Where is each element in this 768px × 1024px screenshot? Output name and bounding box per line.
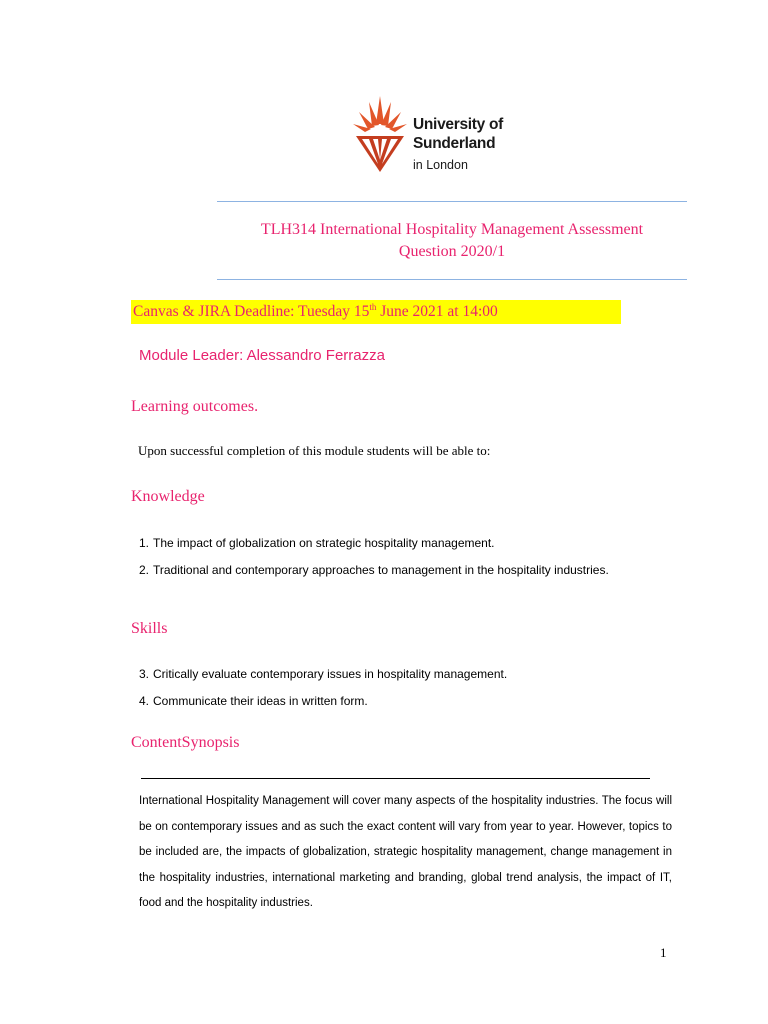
content-synopsis-heading: ContentSynopsis bbox=[131, 734, 240, 751]
list-item-number: 4. bbox=[139, 694, 150, 708]
title-line-1: TLH314 International Hospitality Management Assessment bbox=[260, 221, 644, 238]
logo-wordmark bbox=[413, 115, 503, 174]
list-item-text: Critically evaluate contemporary issues in hospitality management. bbox=[153, 667, 508, 681]
list-item bbox=[139, 665, 507, 683]
title-line-2: Question 2020/1 bbox=[398, 243, 506, 260]
deadline-ordinal: th bbox=[369, 302, 377, 312]
learning-outcomes-heading: Learning outcomes. bbox=[131, 398, 259, 415]
page-number: 1 bbox=[660, 945, 667, 960]
skills-heading: Skills bbox=[131, 620, 168, 637]
university-logo bbox=[352, 94, 522, 176]
list-item-number: 1. bbox=[139, 536, 150, 550]
assessment-title bbox=[217, 219, 687, 263]
knowledge-heading: Knowledge bbox=[131, 488, 205, 505]
module-leader: Module Leader: Alessandro Ferrazza bbox=[139, 347, 385, 364]
list-item bbox=[139, 534, 495, 552]
logo-line-university: University of bbox=[413, 116, 503, 133]
synopsis-divider bbox=[141, 778, 650, 779]
title-rule-bottom bbox=[217, 279, 687, 280]
logo-line-sunderland: Sunderland bbox=[413, 135, 496, 152]
synopsis-paragraph: International Hospitality Management will cover many aspects of the hospitality industries. The focus will be on contemporary issues and as such the exact content will vary from year to year. However, topics to be included are, the impacts of globalization, strategic hospitality management, change management in the hospitality industries, international marketing and branding, global trend analysis, the impact of IT, food and the hospitality industries. bbox=[139, 795, 672, 909]
flame-crest-icon bbox=[352, 94, 408, 174]
list-item bbox=[139, 692, 368, 710]
logo-line-london: in London bbox=[413, 158, 468, 172]
deadline-text: Canvas & JIRA Deadline: Tuesday 15 bbox=[133, 303, 370, 320]
list-item bbox=[139, 561, 609, 579]
list-item-text: The impact of globalization on strategic hospitality management. bbox=[153, 536, 495, 550]
deadline-banner bbox=[131, 300, 621, 324]
deadline-text-end: June 2021 at 14:00 bbox=[376, 303, 498, 320]
title-rule-top bbox=[217, 201, 687, 202]
list-item-number: 3. bbox=[139, 667, 150, 681]
list-item-text: Communicate their ideas in written form. bbox=[153, 694, 368, 708]
learning-intro: Upon successful completion of this module students will be able to: bbox=[138, 443, 491, 458]
list-item-text: Traditional and contemporary approaches to management in the hospitality industries. bbox=[153, 563, 609, 577]
list-item-number: 2. bbox=[139, 563, 150, 577]
